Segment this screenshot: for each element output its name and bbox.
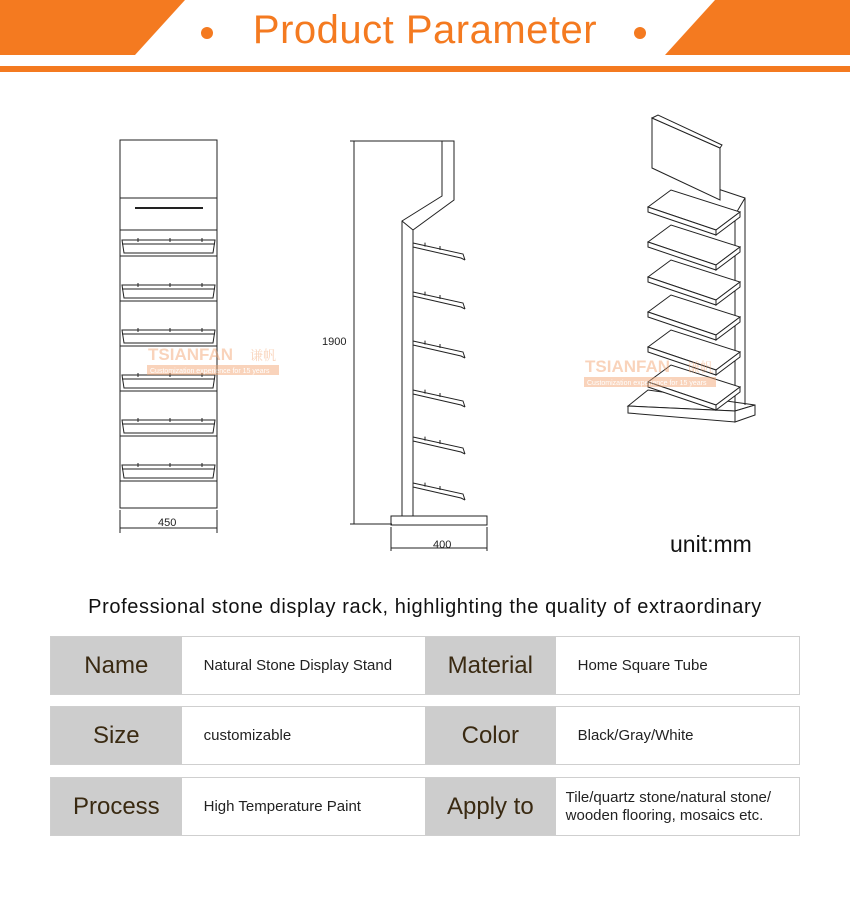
param-key-material: Material xyxy=(425,637,556,694)
param-value-color: Black/Gray/White xyxy=(556,707,799,764)
param-value-process: High Temperature Paint xyxy=(182,778,425,835)
param-value-size: customizable xyxy=(182,707,425,764)
side-view-drawing xyxy=(350,141,487,551)
front-shelf xyxy=(120,238,217,256)
header-banner xyxy=(0,0,850,74)
watermark-perspective xyxy=(584,357,716,387)
param-value-apply-to xyxy=(556,778,799,835)
param-row xyxy=(50,706,800,765)
svg-text:TSIANFAN: TSIANFAN xyxy=(585,357,670,376)
front-shelf xyxy=(120,418,217,436)
param-key-size: Size xyxy=(51,707,182,764)
front-width-label: 450 xyxy=(158,517,177,529)
side-depth-label: 400 xyxy=(433,539,452,551)
side-arm xyxy=(413,437,465,454)
apply-to-line-1: Tile/quartz stone/natural stone/ xyxy=(565,788,772,806)
page-title: Product Parameter xyxy=(252,8,598,52)
front-shelf xyxy=(120,283,217,301)
svg-text:Customization experience for 1: Customization experience for 15 years xyxy=(150,368,270,375)
side-arm xyxy=(413,292,465,309)
watermark-front xyxy=(147,345,279,375)
param-key-name: Name xyxy=(51,637,182,694)
side-arm xyxy=(413,243,465,260)
side-arm xyxy=(413,341,465,358)
unit-label: unit:mm xyxy=(670,531,752,557)
param-key-process: Process xyxy=(51,778,182,835)
front-shelf xyxy=(120,373,217,391)
perspective-shelf xyxy=(648,190,740,235)
front-view-drawing xyxy=(120,140,217,533)
svg-text:谦帆: 谦帆 xyxy=(250,349,277,364)
param-key-color: Color xyxy=(425,707,556,764)
product-tagline: Professional stone display rack, highlighting the quality of extraordinary xyxy=(88,596,762,618)
side-height-label: 1900 xyxy=(322,336,347,348)
perspective-shelf xyxy=(648,225,740,270)
param-value-name: Natural Stone Display Stand xyxy=(182,637,425,694)
side-arm xyxy=(413,483,465,500)
side-arm xyxy=(413,390,465,407)
apply-to-line-2: wooden flooring, mosaics etc. xyxy=(565,806,764,824)
param-key-apply-to: Apply to xyxy=(425,778,556,835)
perspective-shelf xyxy=(648,260,740,305)
svg-text:谦帆: 谦帆 xyxy=(687,361,714,376)
svg-text:Customization experience for 1: Customization experience for 15 years xyxy=(587,380,707,387)
technical-drawings xyxy=(0,80,850,580)
param-row xyxy=(50,636,800,695)
svg-text:TSIANFAN: TSIANFAN xyxy=(148,345,233,364)
front-shelf xyxy=(120,328,217,346)
front-shelf xyxy=(120,463,217,481)
perspective-shelf xyxy=(648,295,740,340)
param-row xyxy=(50,777,800,836)
param-value-material: Home Square Tube xyxy=(556,637,799,694)
